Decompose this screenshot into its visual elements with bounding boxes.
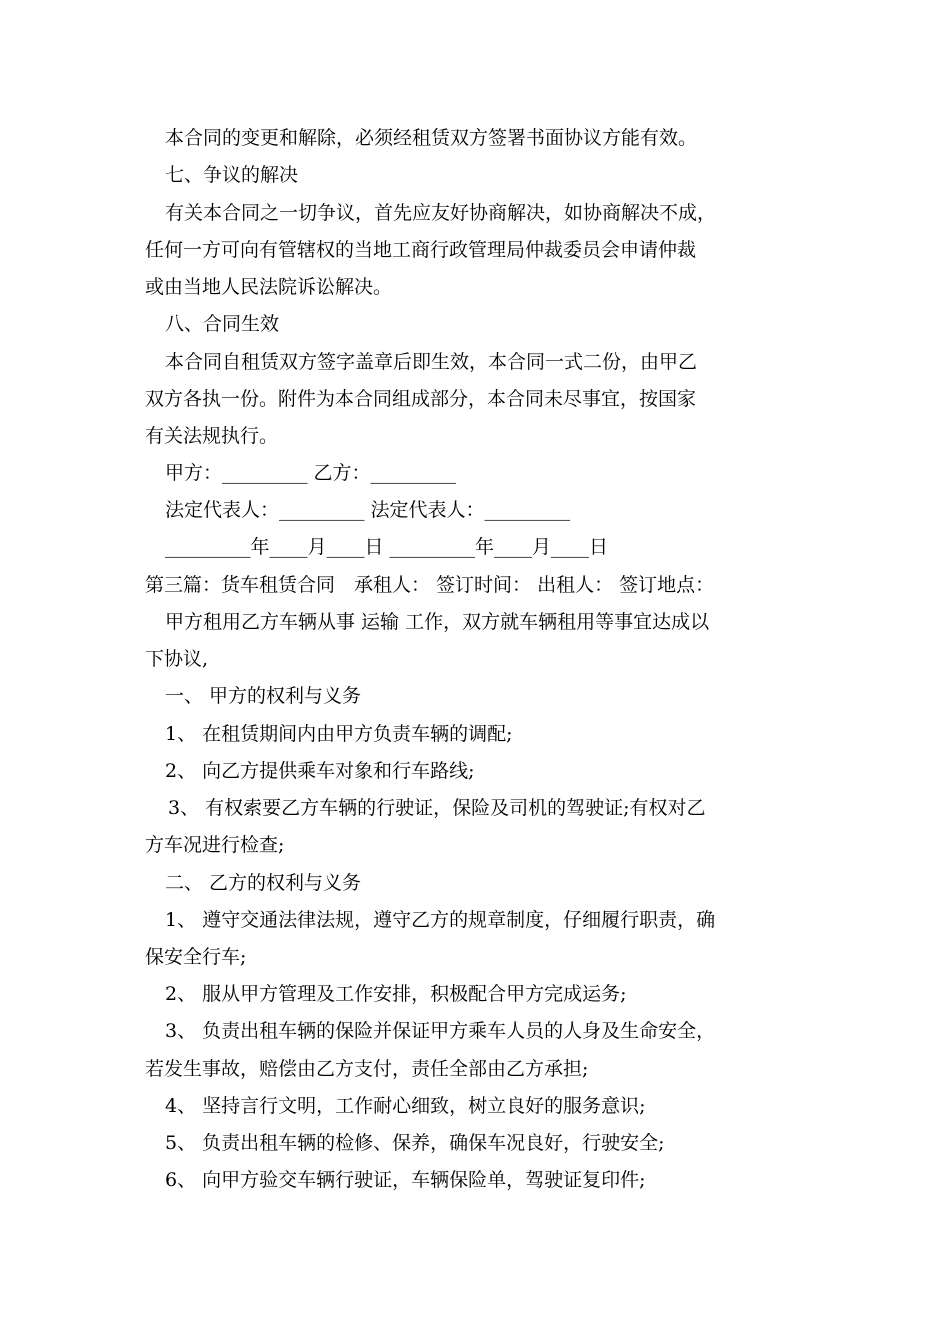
list-item: 3、 有权索要乙方车辆的行驶证，保险及司机的驾驶证;有权对乙 xyxy=(168,797,706,819)
list-item: 1、 遵守交通法律法规，遵守乙方的规章制度，仔细履行职责，确 xyxy=(165,909,716,931)
list-item-continuation: 方车况进行检查; xyxy=(145,834,285,856)
list-item: 6、 向甲方验交车辆行驶证，车辆保险单，驾驶证复印件; xyxy=(165,1169,646,1191)
section-heading: 八、合同生效 xyxy=(165,313,280,335)
paragraph-line: 本合同的变更和解除，必须经租赁双方签署书面协议方能有效。 xyxy=(165,127,698,149)
list-item-continuation: 若发生事故，赔偿由乙方支付，责任全部由乙方承担; xyxy=(145,1058,589,1080)
list-item: 2、 服从甲方管理及工作安排，积极配合甲方完成运务; xyxy=(165,983,627,1005)
list-item: 3、 负责出租车辆的保险并保证甲方乘车人员的人身及生命安全， xyxy=(165,1020,716,1042)
paragraph-line: 甲方租用乙方车辆从事 运输 工作，双方就车辆租用等事宜达成以 xyxy=(165,611,710,633)
signature-representative-line: 法定代表人：_________ 法定代表人：_________ xyxy=(165,499,571,521)
paragraph-line: 任何一方可向有管辖权的当地工商行政管理局仲裁委员会申请仲裁 xyxy=(145,239,697,261)
list-item: 2、 向乙方提供乘车对象和行车路线; xyxy=(165,760,475,782)
section-heading: 七、争议的解决 xyxy=(165,164,299,186)
paragraph-line: 双方各执一份。附件为本合同组成部分，本合同未尽事宜，按国家 xyxy=(145,388,697,410)
list-item-continuation: 保安全行车; xyxy=(145,946,247,968)
section-heading: 一、 甲方的权利与义务 xyxy=(165,685,362,707)
chapter-heading: 第三篇：货车租赁合同 承租人： 签订时间： 出租人： 签订地点： xyxy=(145,574,715,596)
signature-date-line: _________年____月____日 _________年____月____日 xyxy=(165,536,609,558)
signature-party-line: 甲方：_________ 乙方：_________ xyxy=(165,462,457,484)
section-heading: 二、 乙方的权利与义务 xyxy=(165,872,362,894)
paragraph-line: 或由当地人民法院诉讼解决。 xyxy=(145,276,393,298)
paragraph-line: 有关本合同之一切争议，首先应友好协商解决，如协商解决不成， xyxy=(165,202,717,224)
paragraph-line: 本合同自租赁双方签字盖章后即生效，本合同一式二份，由甲乙 xyxy=(165,351,698,373)
list-item: 5、 负责出租车辆的检修、保养，确保车况良好，行驶安全; xyxy=(165,1132,665,1154)
paragraph-line: 有关法规执行。 xyxy=(145,425,279,447)
paragraph-line: 下协议, xyxy=(145,648,209,670)
list-item: 1、 在租赁期间内由甲方负责车辆的调配; xyxy=(165,723,513,745)
list-item: 4、 坚持言行文明，工作耐心细致，树立良好的服务意识; xyxy=(165,1095,646,1117)
